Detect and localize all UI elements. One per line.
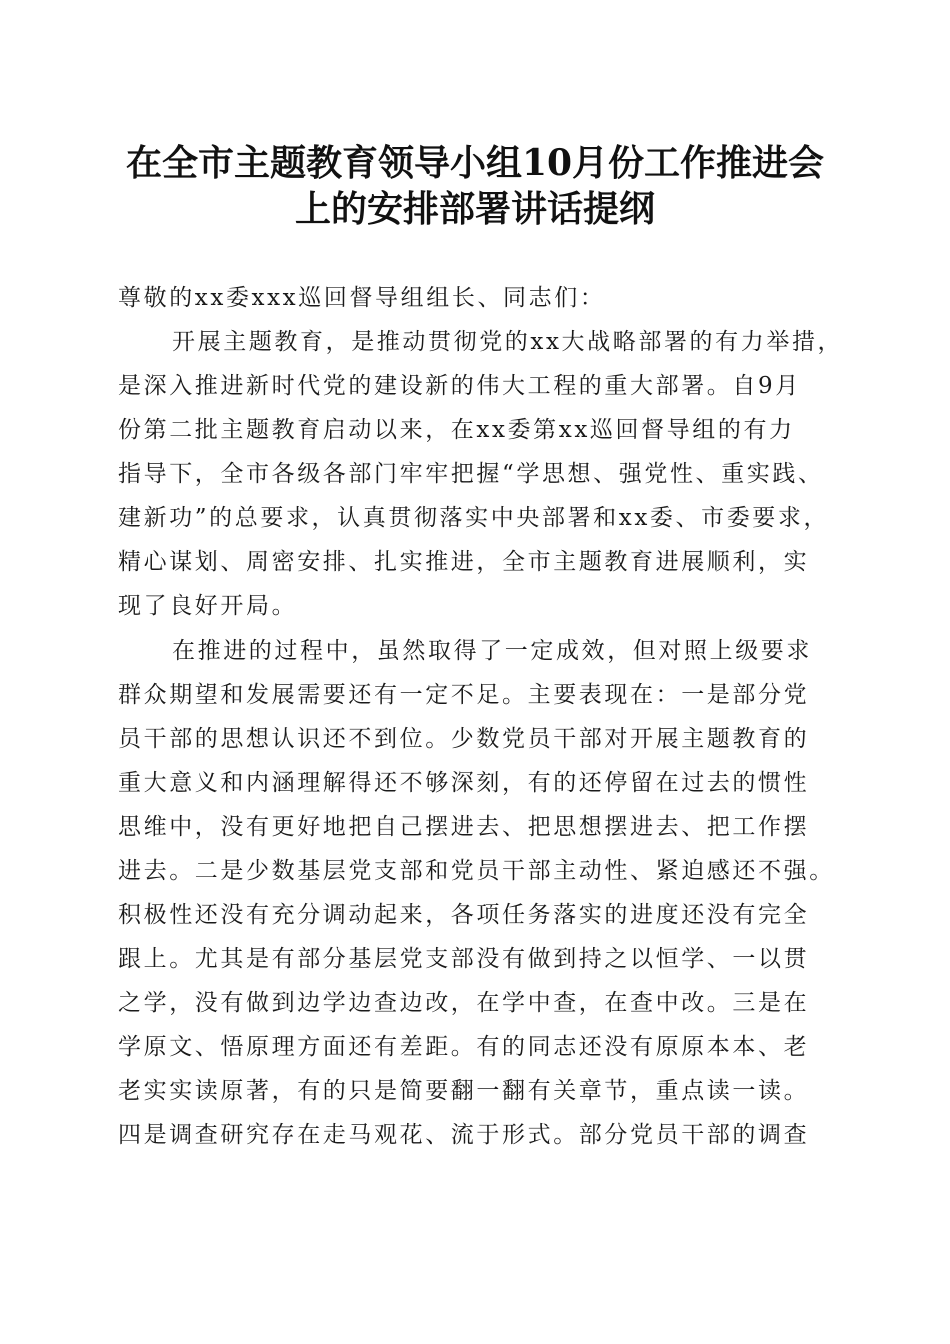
paragraph-line: 重大意义和内涵理解得还不够深刻，有的还停留在过去的惯性: [118, 770, 810, 796]
paragraph-line: 积极性还没有充分调动起来，各项任务落实的进度还没有完全: [118, 902, 810, 928]
paragraph-line: 建新功”的总要求，认真贯彻落实中央部署和xx委、市委要求，: [118, 505, 830, 531]
paragraph-line: 是深入推进新时代党的建设新的伟大工程的重大部署。自9月: [118, 373, 801, 399]
document-title-line-1: 在全市主题教育领导小组10月份工作推进会: [125, 142, 825, 184]
paragraph-line: 开展主题教育，是推动贯彻党的xx大战略部署的有力举措，: [172, 329, 844, 355]
salutation: [118, 276, 838, 320]
paragraph-line: 群众期望和发展需要还有一定不足。主要表现在：一是部分党: [118, 682, 810, 708]
paragraph-line: 精心谋划、周密安排、扎实推进，全市主题教育进展顺利，实: [118, 549, 810, 575]
salutation-text: 尊敬的xx委xxx巡回督导组组长、同志们：: [118, 285, 606, 311]
paragraph-2: [118, 629, 838, 1157]
paragraph-line: 之学，没有做到边学边查边改，在学中查，在查中改。三是在: [118, 990, 810, 1016]
paragraph-line: 进去。二是少数基层党支部和党员干部主动性、紧迫感还不强。: [118, 858, 835, 884]
paragraph-line: 学原文、悟原理方面还有差距。有的同志还没有原原本本、老: [118, 1034, 810, 1060]
paragraph-line: 在推进的过程中，虽然取得了一定成效，但对照上级要求: [172, 638, 812, 664]
paragraph-line: 指导下，全市各级各部门牢牢把握“学思想、强党性、重实践、: [118, 461, 824, 487]
paragraph-line: 四是调查研究存在走马观花、流于形式。部分党员干部的调查: [118, 1122, 810, 1148]
paragraph-line: 跟上。尤其是有部分基层党支部没有做到持之以恒学、一以贯: [118, 946, 810, 972]
paragraph-line: 老实实读原著，有的只是简要翻一翻有关章节，重点读一读。: [118, 1078, 810, 1104]
paragraph-line: 思维中，没有更好地把自己摆进去、把思想摆进去、把工作摆: [118, 814, 810, 840]
document-title-line-2: 上的安排部署讲话提纲: [294, 188, 655, 230]
paragraph-line: 现了良好开局。: [118, 593, 298, 619]
paragraph-1: [118, 320, 844, 628]
paragraph-line: 员干部的思想认识还不到位。少数党员干部对开展主题教育的: [118, 726, 810, 752]
paragraph-line: 份第二批主题教育启动以来，在xx委第xx巡回督导组的有力: [118, 417, 795, 443]
